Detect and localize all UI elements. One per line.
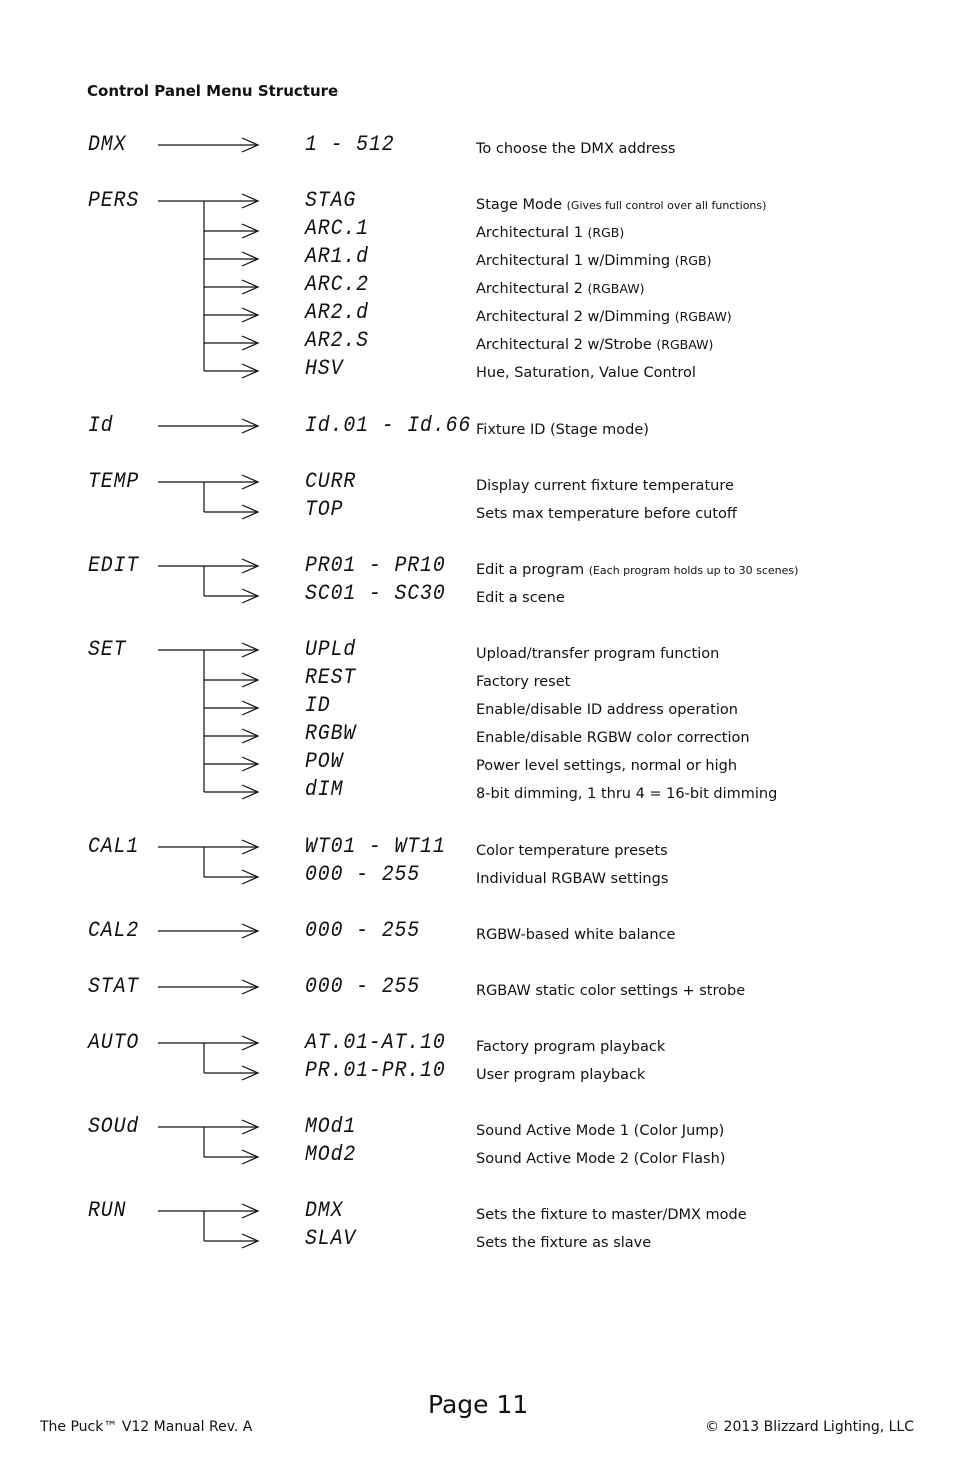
page-title: Control Panel Menu Structure [87,82,339,100]
submenu-code: ARC.1 [305,216,369,241]
description-note: (RGBAW) [656,337,714,352]
submenu-description [476,1234,651,1252]
submenu-code: Id.01 - Id.66 [305,413,472,438]
menu-label: DMX [88,132,127,157]
submenu-description [476,421,649,439]
description-note: (RGB) [587,225,625,240]
submenu-code: STAG [305,188,357,213]
submenu-code: AR1.d [305,244,369,269]
submenu-description [476,1206,747,1224]
description-note: (Each program holds up to 30 scenes) [588,564,799,577]
submenu-description [476,336,713,354]
menu-label: TEMP [88,469,140,494]
description-text: Fixture ID (Stage mode) [476,422,649,438]
submenu-code: WT01 - WT11 [305,834,446,859]
submenu-description [476,280,644,298]
description-text: Architectural 2 [476,281,583,297]
menu-label: RUN [88,1198,127,1223]
page-number: Page 11 [428,1390,529,1419]
description-text: Enable/disable RGBW color correction [476,730,750,746]
submenu-description [476,701,738,719]
description-text: Architectural 1 w/Dimming [476,253,671,269]
submenu-description [476,1066,645,1084]
submenu-code: 000 - 255 [305,918,421,943]
submenu-code: AR2.d [305,300,369,325]
submenu-description [476,785,777,803]
submenu-code: AR2.S [305,328,369,353]
description-text: Sound Active Mode 1 (Color Jump) [476,1123,725,1139]
description-text: RGBW-based white balance [476,927,676,943]
description-text: Power level settings, normal or high [476,758,738,774]
description-text: Architectural 2 w/Dimming [476,309,671,325]
submenu-code: DMX [305,1198,344,1223]
submenu-description [476,870,668,888]
submenu-code: POW [305,749,344,774]
description-text: Sets max temperature before cutoff [476,506,737,522]
submenu-description [476,729,750,747]
menu-label: STAT [88,974,140,999]
menu-label: SOUd [88,1114,140,1139]
description-note: (RGB) [674,253,712,268]
footer-manual-title: The Puck™ V12 Manual Rev. A [40,1419,253,1435]
menu-label: AUTO [88,1030,140,1055]
description-text: Color temperature presets [476,843,668,859]
submenu-code: 000 - 255 [305,862,421,887]
submenu-description [476,224,624,242]
submenu-description [476,477,734,495]
submenu-code: SLAV [305,1226,357,1251]
submenu-code: SC01 - SC30 [305,581,446,606]
description-text: Stage Mode [476,197,563,213]
submenu-description [476,505,737,523]
description-text: Sets the fixture as slave [476,1235,652,1251]
submenu-code: RGBW [305,721,357,746]
submenu-description [476,1150,725,1168]
description-text: 8-bit dimming, 1 thru 4 = 16-bit dimming [476,786,778,802]
menu-label: CAL2 [88,918,140,943]
description-text: Edit a scene [476,590,565,606]
description-text: User program playback [476,1067,646,1083]
footer-copyright: © 2013 Blizzard Lighting, LLC [705,1419,914,1435]
menu-label: CAL1 [88,834,140,859]
submenu-description [476,589,565,607]
submenu-code: CURR [305,469,357,494]
description-text: Factory reset [476,674,571,690]
description-text: Architectural 1 [476,225,583,241]
submenu-code: 1 - 512 [305,132,395,157]
submenu-code: MOd2 [305,1142,357,1167]
submenu-description [476,926,675,944]
submenu-description [476,196,766,215]
submenu-code: REST [305,665,357,690]
submenu-code: HSV [305,356,344,381]
submenu-description [476,673,570,691]
description-text: Display current fixture temperature [476,478,734,494]
submenu-code: TOP [305,497,344,522]
submenu-description [476,561,798,580]
description-text: Architectural 2 w/Strobe [476,337,652,353]
submenu-code: UPLd [305,637,357,662]
description-note: (RGBAW) [587,281,645,296]
submenu-description [476,1038,665,1056]
submenu-description [476,842,668,860]
submenu-description [476,308,732,326]
submenu-description [476,757,737,775]
menu-label: EDIT [88,553,140,578]
description-text: Upload/transfer program function [476,646,720,662]
submenu-description [476,252,711,270]
menu-label: Id [88,413,114,438]
description-text: Sets the fixture to master/DMX mode [476,1207,747,1223]
submenu-code: PR.01-PR.10 [305,1058,446,1083]
description-text: Factory program playback [476,1039,666,1055]
description-text: Individual RGBAW settings [476,871,669,887]
submenu-code: ID [305,693,331,718]
menu-label: PERS [88,188,140,213]
description-text: To choose the DMX address [476,141,676,157]
description-text: Sound Active Mode 2 (Color Flash) [476,1151,726,1167]
submenu-code: ARC.2 [305,272,369,297]
submenu-code: PR01 - PR10 [305,553,446,578]
description-note: (RGBAW) [674,309,732,324]
submenu-description [476,645,719,663]
description-text: Enable/disable ID address operation [476,702,738,718]
submenu-code: 000 - 255 [305,974,421,999]
description-text: RGBAW static color settings + strobe [476,983,746,999]
submenu-code: dIM [305,777,344,802]
submenu-description [476,140,675,158]
description-note: (Gives full control over all functions) [566,199,767,212]
menu-label: SET [88,637,127,662]
submenu-description [476,982,745,1000]
submenu-code: MOd1 [305,1114,357,1139]
submenu-description [476,1122,724,1140]
description-text: Edit a program [476,562,585,578]
submenu-code: AT.01-AT.10 [305,1030,446,1055]
description-text: Hue, Saturation, Value Control [476,365,696,381]
submenu-description [476,364,696,382]
